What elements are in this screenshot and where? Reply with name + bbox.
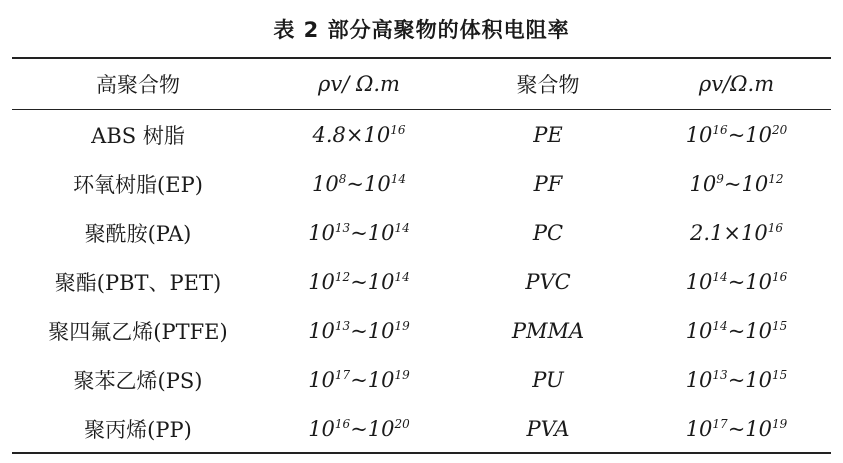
cell-resistivity-a: $10^{13}\sim 10^{14}$	[308, 220, 410, 245]
header-resistivity-b: ρv/Ω.m	[698, 72, 775, 96]
cell-polymer-a: ABS 树脂	[91, 123, 185, 148]
table-row	[12, 404, 831, 453]
cell-polymer-a: 聚苯乙烯(PS)	[73, 368, 203, 393]
header-polymer-a: 高聚合物	[96, 73, 180, 97]
cell-polymer-a: 聚四氟乙烯(PTFE)	[48, 319, 228, 344]
cell-polymer-b: PMMA	[511, 318, 585, 343]
table-row	[12, 306, 831, 355]
cell-polymer-b: PE	[533, 122, 563, 147]
cell-resistivity-b: $10^9\sim 10^{12}$	[689, 171, 784, 196]
cell-resistivity-a: $10^{16}\sim 10^{20}$	[308, 416, 410, 441]
cell-polymer-a: 聚酯(PBT、PET)	[54, 270, 222, 295]
table-row	[12, 110, 831, 159]
cell-polymer-a: 聚酰胺(PA)	[84, 221, 192, 246]
cell-polymer-b: PVA	[526, 416, 570, 441]
table-title: 表 2 部分高聚物的体积电阻率	[273, 18, 570, 42]
table-row	[12, 159, 831, 208]
table-header-row	[12, 59, 831, 109]
cell-resistivity-b: $10^{17}\sim 10^{19}$	[685, 416, 788, 441]
cell-resistivity-a: $10^8\sim 10^{14}$	[312, 171, 406, 196]
cell-resistivity-a: $10^{13}\sim 10^{19}$	[308, 318, 410, 343]
cell-resistivity-a: $4.8\times 10^{16}$	[312, 122, 406, 147]
cell-polymer-b: PVC	[525, 269, 571, 294]
cell-resistivity-b: $10^{14}\sim 10^{15}$	[685, 318, 788, 343]
cell-polymer-b: PU	[532, 367, 564, 392]
table-row	[12, 257, 831, 306]
cell-resistivity-a: $10^{12}\sim 10^{14}$	[308, 269, 410, 294]
cell-polymer-b: PF	[533, 171, 563, 196]
cell-polymer-b: PC	[532, 220, 564, 245]
table-row	[12, 208, 831, 257]
header-polymer-b: 聚合物	[516, 73, 580, 97]
cell-polymer-a: 聚丙烯(PP)	[84, 417, 192, 442]
cell-resistivity-a: $10^{17}\sim 10^{19}$	[308, 367, 410, 392]
header-resistivity-a: ρv/ Ω.m	[318, 72, 400, 96]
table-bottom-rule	[12, 452, 831, 454]
table-row	[12, 355, 831, 404]
cell-resistivity-b: $2.1\times 10^{16}$	[690, 220, 783, 245]
cell-resistivity-b: $10^{13}\sim 10^{15}$	[685, 367, 788, 392]
cell-resistivity-b: $10^{14}\sim 10^{16}$	[685, 269, 788, 294]
cell-polymer-a: 环氧树脂(EP)	[73, 172, 203, 197]
cell-resistivity-b: $10^{16}\sim 10^{20}$	[685, 122, 788, 147]
